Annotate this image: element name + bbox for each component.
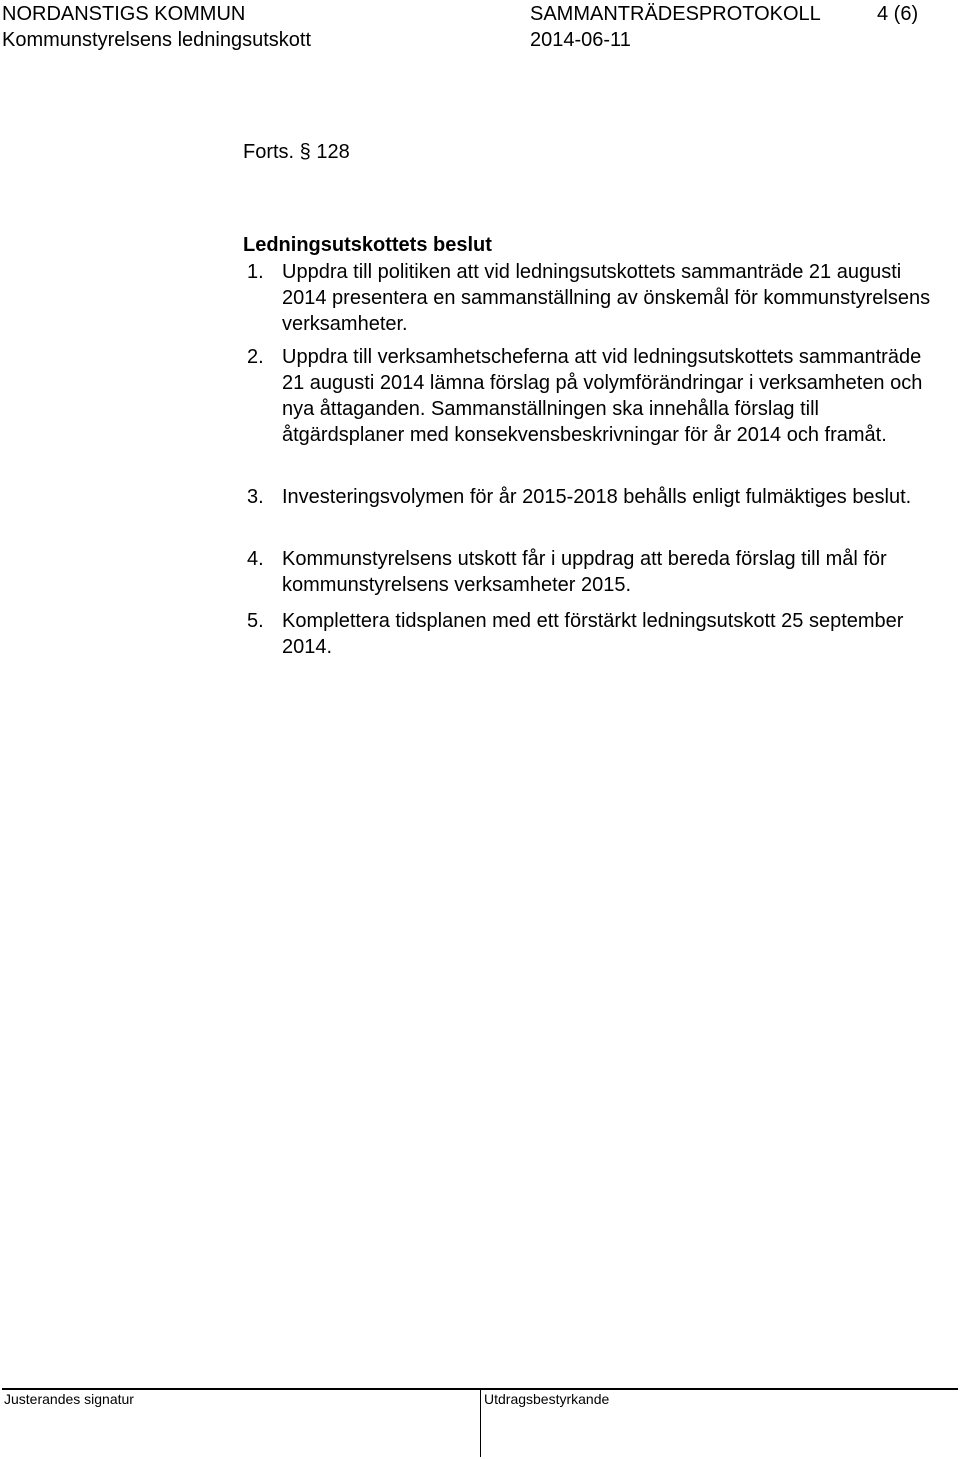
meeting-date: 2014-06-11 [530,29,631,51]
organization-name: NORDANSTIGS KOMMUN [2,3,246,25]
decision-item [247,259,937,337]
decision-item [247,608,937,660]
decision-item-number: 5. [247,610,264,632]
document-type: SAMMANTRÄDESPROTOKOLL [530,3,821,25]
decision-item-text: Uppdra till verksamhetscheferna att vid ledningsutskottets sammanträde 21 augusti 2014 lämna förslag på volymförändringar i verksamheten och nya åttaganden. Sammanställningen ska innehålla förslag till åtgärdsplaner med konsekvensbeskrivningar för år 2014 och framåt. [282,346,923,446]
decision-item-number: 3. [247,486,264,508]
footer-divider [480,1389,481,1457]
decision-item-text: Investeringsvolymen för år 2015-2018 behålls enligt fulmäktiges beslut. [282,486,912,508]
continuation-reference: Forts. § 128 [243,141,350,163]
decision-item [247,546,937,598]
decision-heading: Ledningsutskottets beslut [243,234,492,256]
decision-item-number: 4. [247,548,264,570]
decision-item-number: 1. [247,261,264,283]
decision-item-number: 2. [247,346,264,368]
decision-item-text: Uppdra till politiken att vid ledningsutskottets sammanträde 21 augusti 2014 presentera en sammanställning av önskemål för kommunstyrelsens verksamheter. [282,261,931,335]
decision-item-text: Kommunstyrelsens utskott får i uppdrag att bereda förslag till mål för kommunstyrelsens verksamheter 2015. [282,548,887,596]
committee-name: Kommunstyrelsens ledningsutskott [2,29,312,51]
page-number: 4 (6) [877,3,919,25]
decision-item-text: Komplettera tidsplanen med ett förstärkt ledningsutskott 25 september 2014. [282,610,904,658]
certification-label: Utdragsbestyrkande [484,1391,610,1407]
decision-item [247,484,937,510]
signature-label: Justerandes signatur [4,1391,134,1407]
decision-item [247,344,937,448]
